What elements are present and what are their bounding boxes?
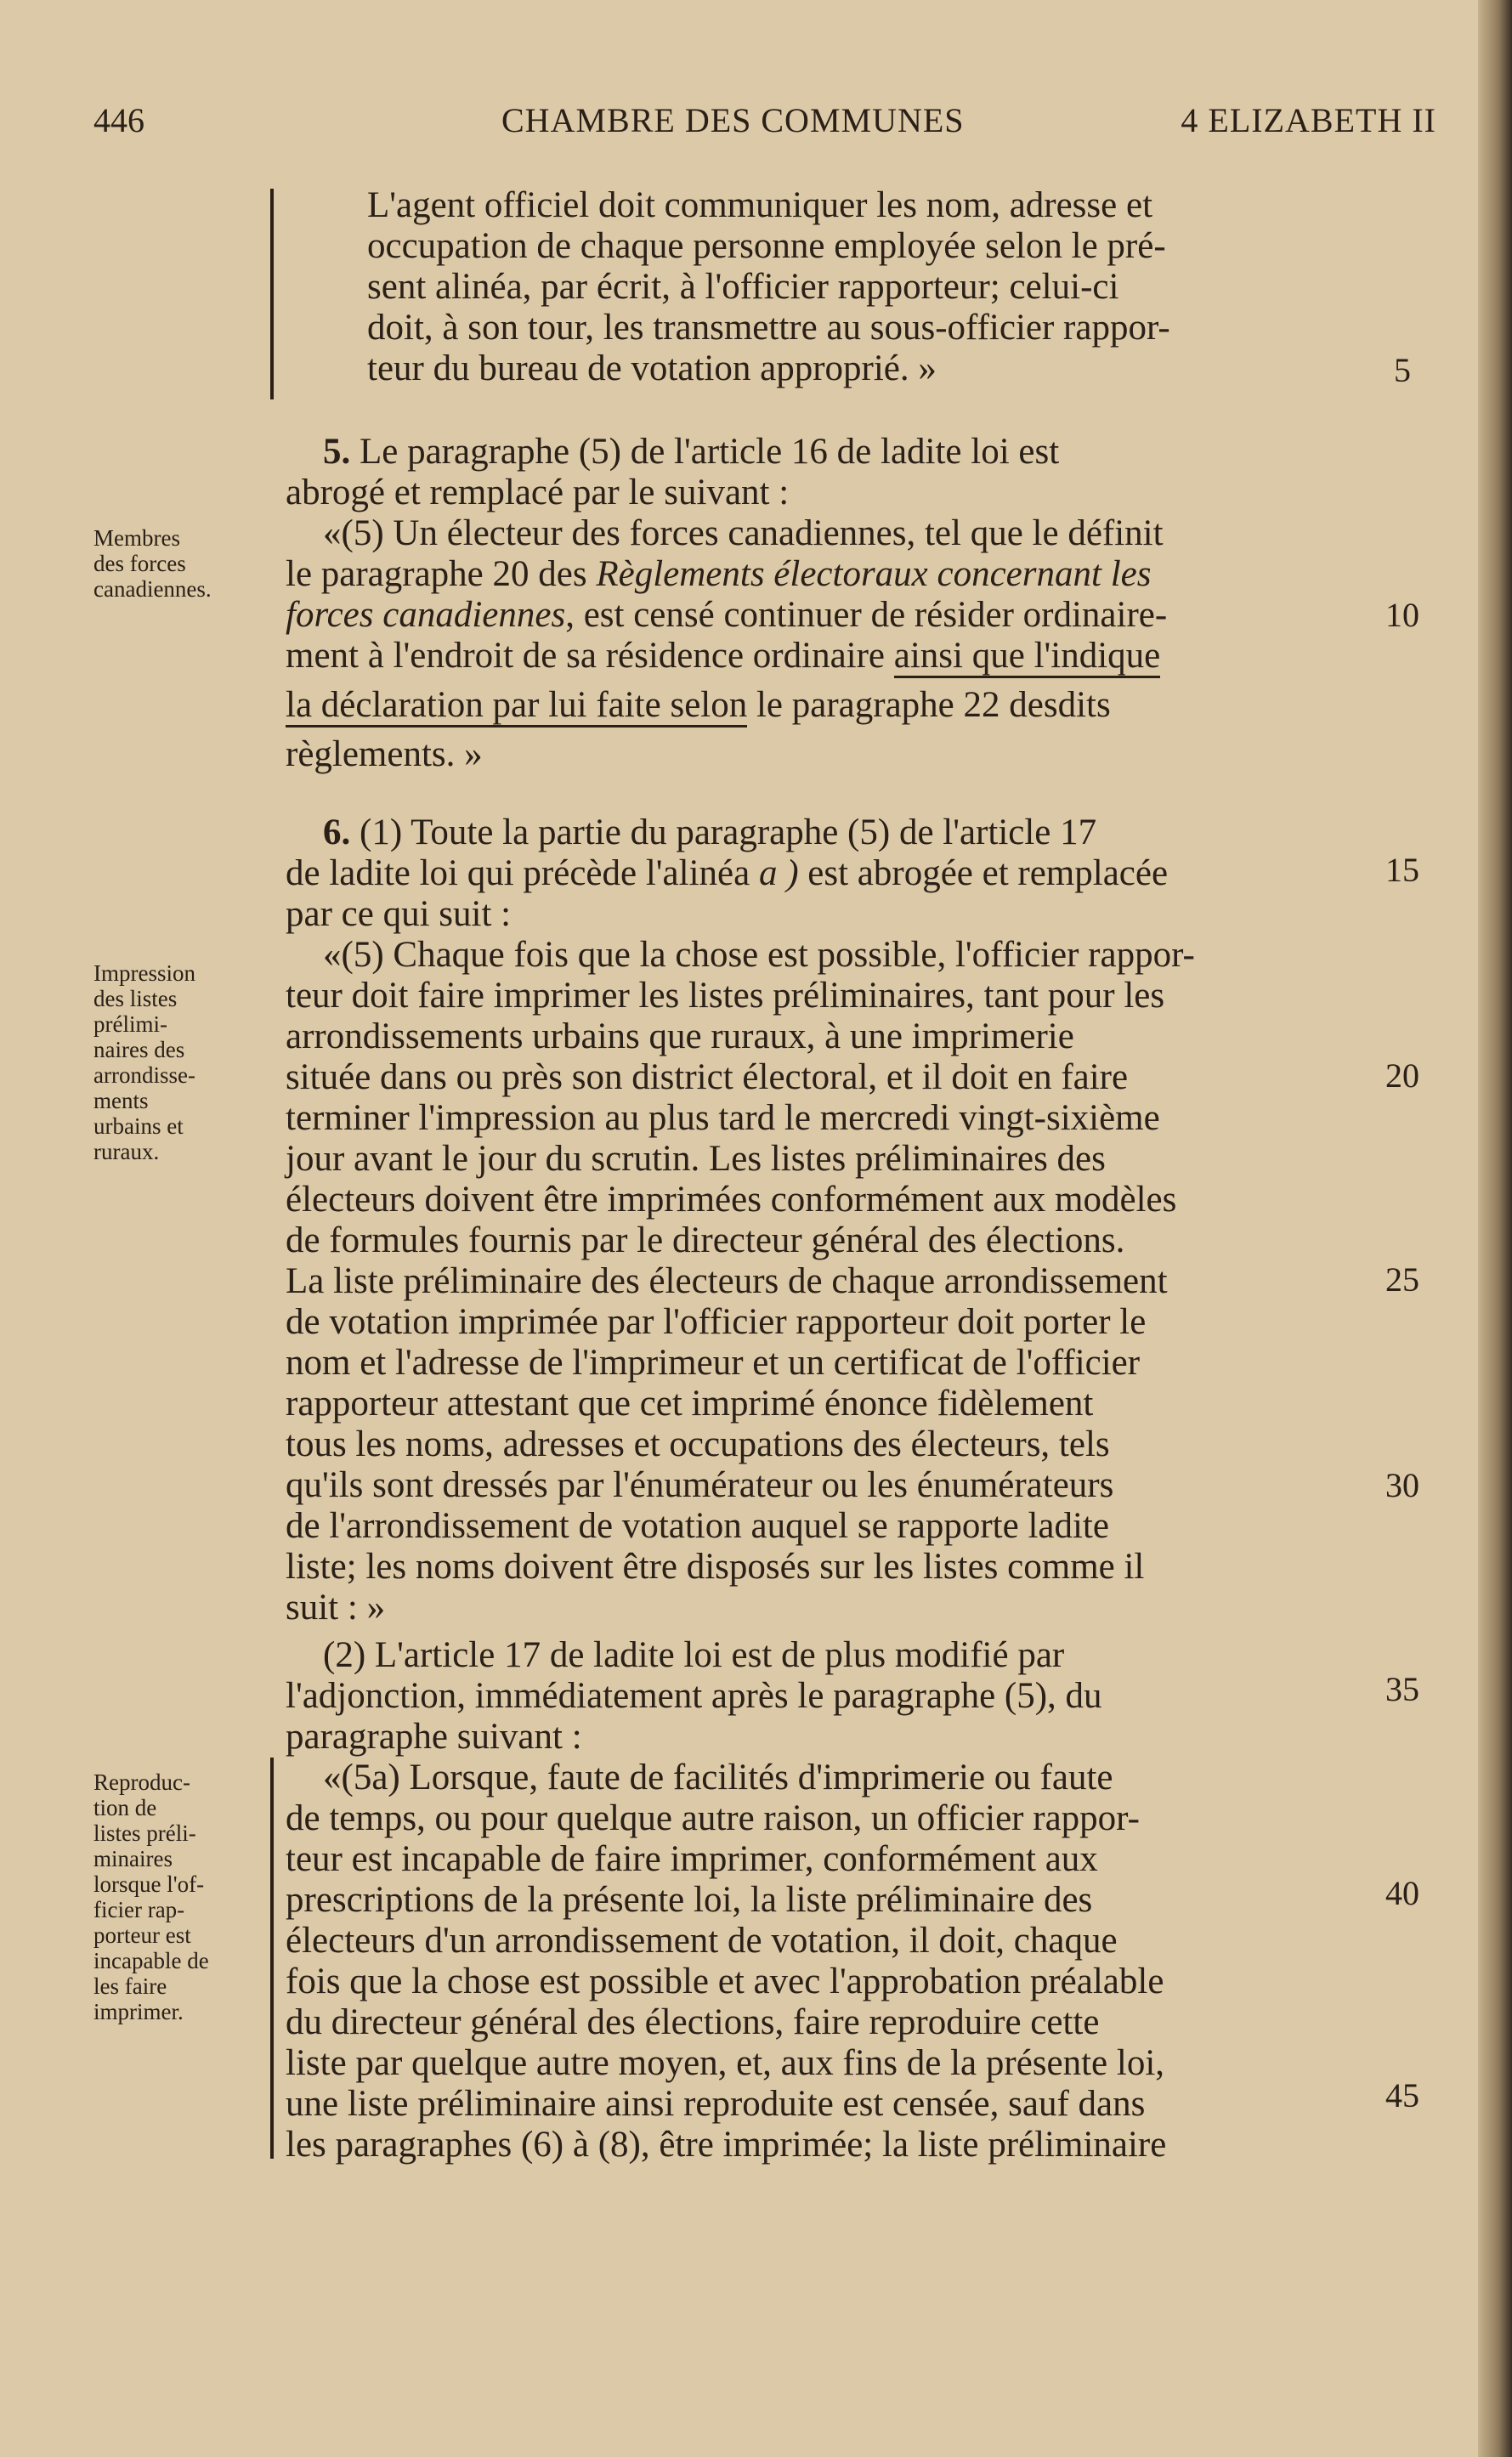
text-line: abrogé et remplacé par le suivant : — [286, 473, 790, 512]
section-6-part-1 — [286, 812, 1360, 1628]
text-line: règlements. » — [286, 734, 483, 774]
text-line: située dans ou près son district électoral, et il doit en faire — [286, 1057, 1129, 1097]
margin-note-reproduction: Reproduc- tion de listes préli- minaires lorsque l'of- ficier rap- porteur est incapable de les faire imprimer. — [93, 1769, 209, 2024]
text-line: liste; les noms doivent être disposés sur les listes comme il — [286, 1547, 1145, 1587]
text-line: doit, à son tour, les transmettre au sous-officier rappor- — [367, 308, 1170, 348]
text-line: L'agent officiel doit communiquer les nom, adresse et — [367, 185, 1153, 225]
text-line: tous les noms, adresses et occupations des électeurs, tels — [286, 1424, 1110, 1464]
text-line: (2) L'article 17 de ladite loi est de plus modifié par — [323, 1635, 1065, 1675]
amendment-bar-bottom — [270, 1758, 274, 2159]
text-line: «(5a) Lorsque, faute de facilités d'imprimerie ou faute — [323, 1758, 1113, 1797]
line-number-35: 35 — [1385, 1670, 1419, 1708]
underlined-phrase: ainsi que l'indique — [894, 636, 1160, 678]
line-number-30: 30 — [1385, 1466, 1419, 1504]
section-6-part-2 — [286, 1635, 1360, 1758]
text-line: de temps, ou pour quelque autre raison, un officier rappor- — [286, 1798, 1140, 1838]
header-title: CHAMBRE DES COMMUNES — [501, 101, 965, 139]
text-line: teur du bureau de votation approprié. » — [367, 348, 937, 388]
text-line: 5. Le paragraphe (5) de l'article 16 de ladite loi est — [323, 432, 1060, 472]
text-line: La liste préliminaire des électeurs de chaque arrondissement — [286, 1261, 1168, 1301]
text-line: de votation imprimée par l'officier rapporteur doit porter le — [286, 1302, 1147, 1342]
text-block-bottom — [286, 1758, 1360, 2165]
text-line: le paragraphe 20 des Règlements électoraux concernant les — [286, 554, 1152, 594]
text-line: arrondissements urbains que ruraux, à une imprimerie — [286, 1016, 1074, 1056]
text-line: suit : » — [286, 1588, 386, 1628]
text-line: électeurs d'un arrondissement de votation, il doit, chaque — [286, 1921, 1118, 1961]
underlined-phrase: la déclaration par lui faite selon — [286, 685, 747, 727]
text-line: l'adjonction, immédiatement après le paragraphe (5), du — [286, 1676, 1102, 1716]
text-line: de ladite loi qui précède l'alinéa a ) est abrogée et remplacée — [286, 853, 1169, 893]
text-line: par ce qui suit : — [286, 894, 512, 934]
text-line: électeurs doivent être imprimées conformément aux modèles — [286, 1180, 1177, 1220]
text-line: rapporteur attestant que cet imprimé énonce fidèlement — [286, 1384, 1094, 1424]
line-number-5: 5 — [1394, 351, 1411, 389]
section-number: 5. — [323, 432, 351, 472]
text-line: ment à l'endroit de sa résidence ordinaire ainsi que l'indique — [286, 636, 1360, 685]
text-line: la déclaration par lui faite selon le paragraphe 22 desdits — [286, 685, 1360, 734]
text-line: forces canadiennes, est censé continuer de résider ordinaire- — [286, 595, 1168, 635]
text-line: prescriptions de la présente loi, la liste préliminaire des — [286, 1880, 1093, 1920]
page-number: 446 — [93, 101, 144, 139]
text-line: «(5) Un électeur des forces canadiennes, tel que le définit — [323, 513, 1164, 553]
text-line: sent alinéa, par écrit, à l'officier rapporteur; celui-ci — [367, 267, 1119, 307]
running-header — [93, 100, 1436, 151]
text-line: teur doit faire imprimer les listes préliminaires, tant pour les — [286, 976, 1165, 1016]
text-line: du directeur général des élections, faire reproduire cette — [286, 2002, 1100, 2042]
text-line: de formules fournis par le directeur général des élections. — [286, 1220, 1125, 1260]
section-number: 6. — [323, 812, 351, 852]
line-number-20: 20 — [1385, 1056, 1419, 1095]
line-number-15: 15 — [1385, 851, 1419, 889]
text-line: qu'ils sont dressés par l'énumérateur ou les énumérateurs — [286, 1465, 1114, 1505]
line-number-45: 45 — [1385, 2076, 1419, 2114]
line-number-40: 40 — [1385, 1874, 1419, 1912]
page-binding-edge — [1478, 0, 1512, 2457]
text-line: occupation de chaque personne employée selon le pré- — [367, 226, 1166, 266]
amendment-bar-top — [270, 189, 274, 399]
text-block-top — [367, 185, 1360, 389]
text-line: «(5) Chaque fois que la chose est possible, l'officier rappor- — [323, 935, 1195, 975]
text-line: terminer l'impression au plus tard le mercredi vingt-sixième — [286, 1098, 1160, 1138]
text-line: de l'arrondissement de votation auquel se rapporte ladite — [286, 1506, 1109, 1546]
text-line: 6. (1) Toute la partie du paragraphe (5) de l'article 17 — [323, 812, 1097, 852]
margin-note-forces: Membres des forces canadiennes. — [93, 525, 212, 602]
text-line: les paragraphes (6) à (8), être imprimée; la liste préliminaire — [286, 2125, 1167, 2165]
text-line: fois que la chose est possible et avec l'approbation préalable — [286, 1962, 1164, 2001]
text-line: liste par quelque autre moyen, et, aux fins de la présente loi, — [286, 2043, 1165, 2083]
text-line: jour avant le jour du scrutin. Les listes préliminaires des — [286, 1139, 1106, 1179]
text-line: nom et l'adresse de l'imprimeur et un certificat de l'officier — [286, 1343, 1141, 1383]
section-5 — [286, 432, 1360, 775]
text-line: teur est incapable de faire imprimer, conformément aux — [286, 1839, 1098, 1879]
line-number-25: 25 — [1385, 1260, 1419, 1299]
text-line: paragraphe suivant : — [286, 1717, 582, 1757]
text-line: une liste préliminaire ainsi reproduite est censée, sauf dans — [286, 2084, 1146, 2124]
header-regnal-year: 4 ELIZABETH II — [1181, 101, 1436, 139]
line-number-10: 10 — [1385, 596, 1419, 634]
margin-note-impression: Impression des listes prélimi- naires des arrondisse- ments urbains et ruraux. — [93, 960, 195, 1164]
